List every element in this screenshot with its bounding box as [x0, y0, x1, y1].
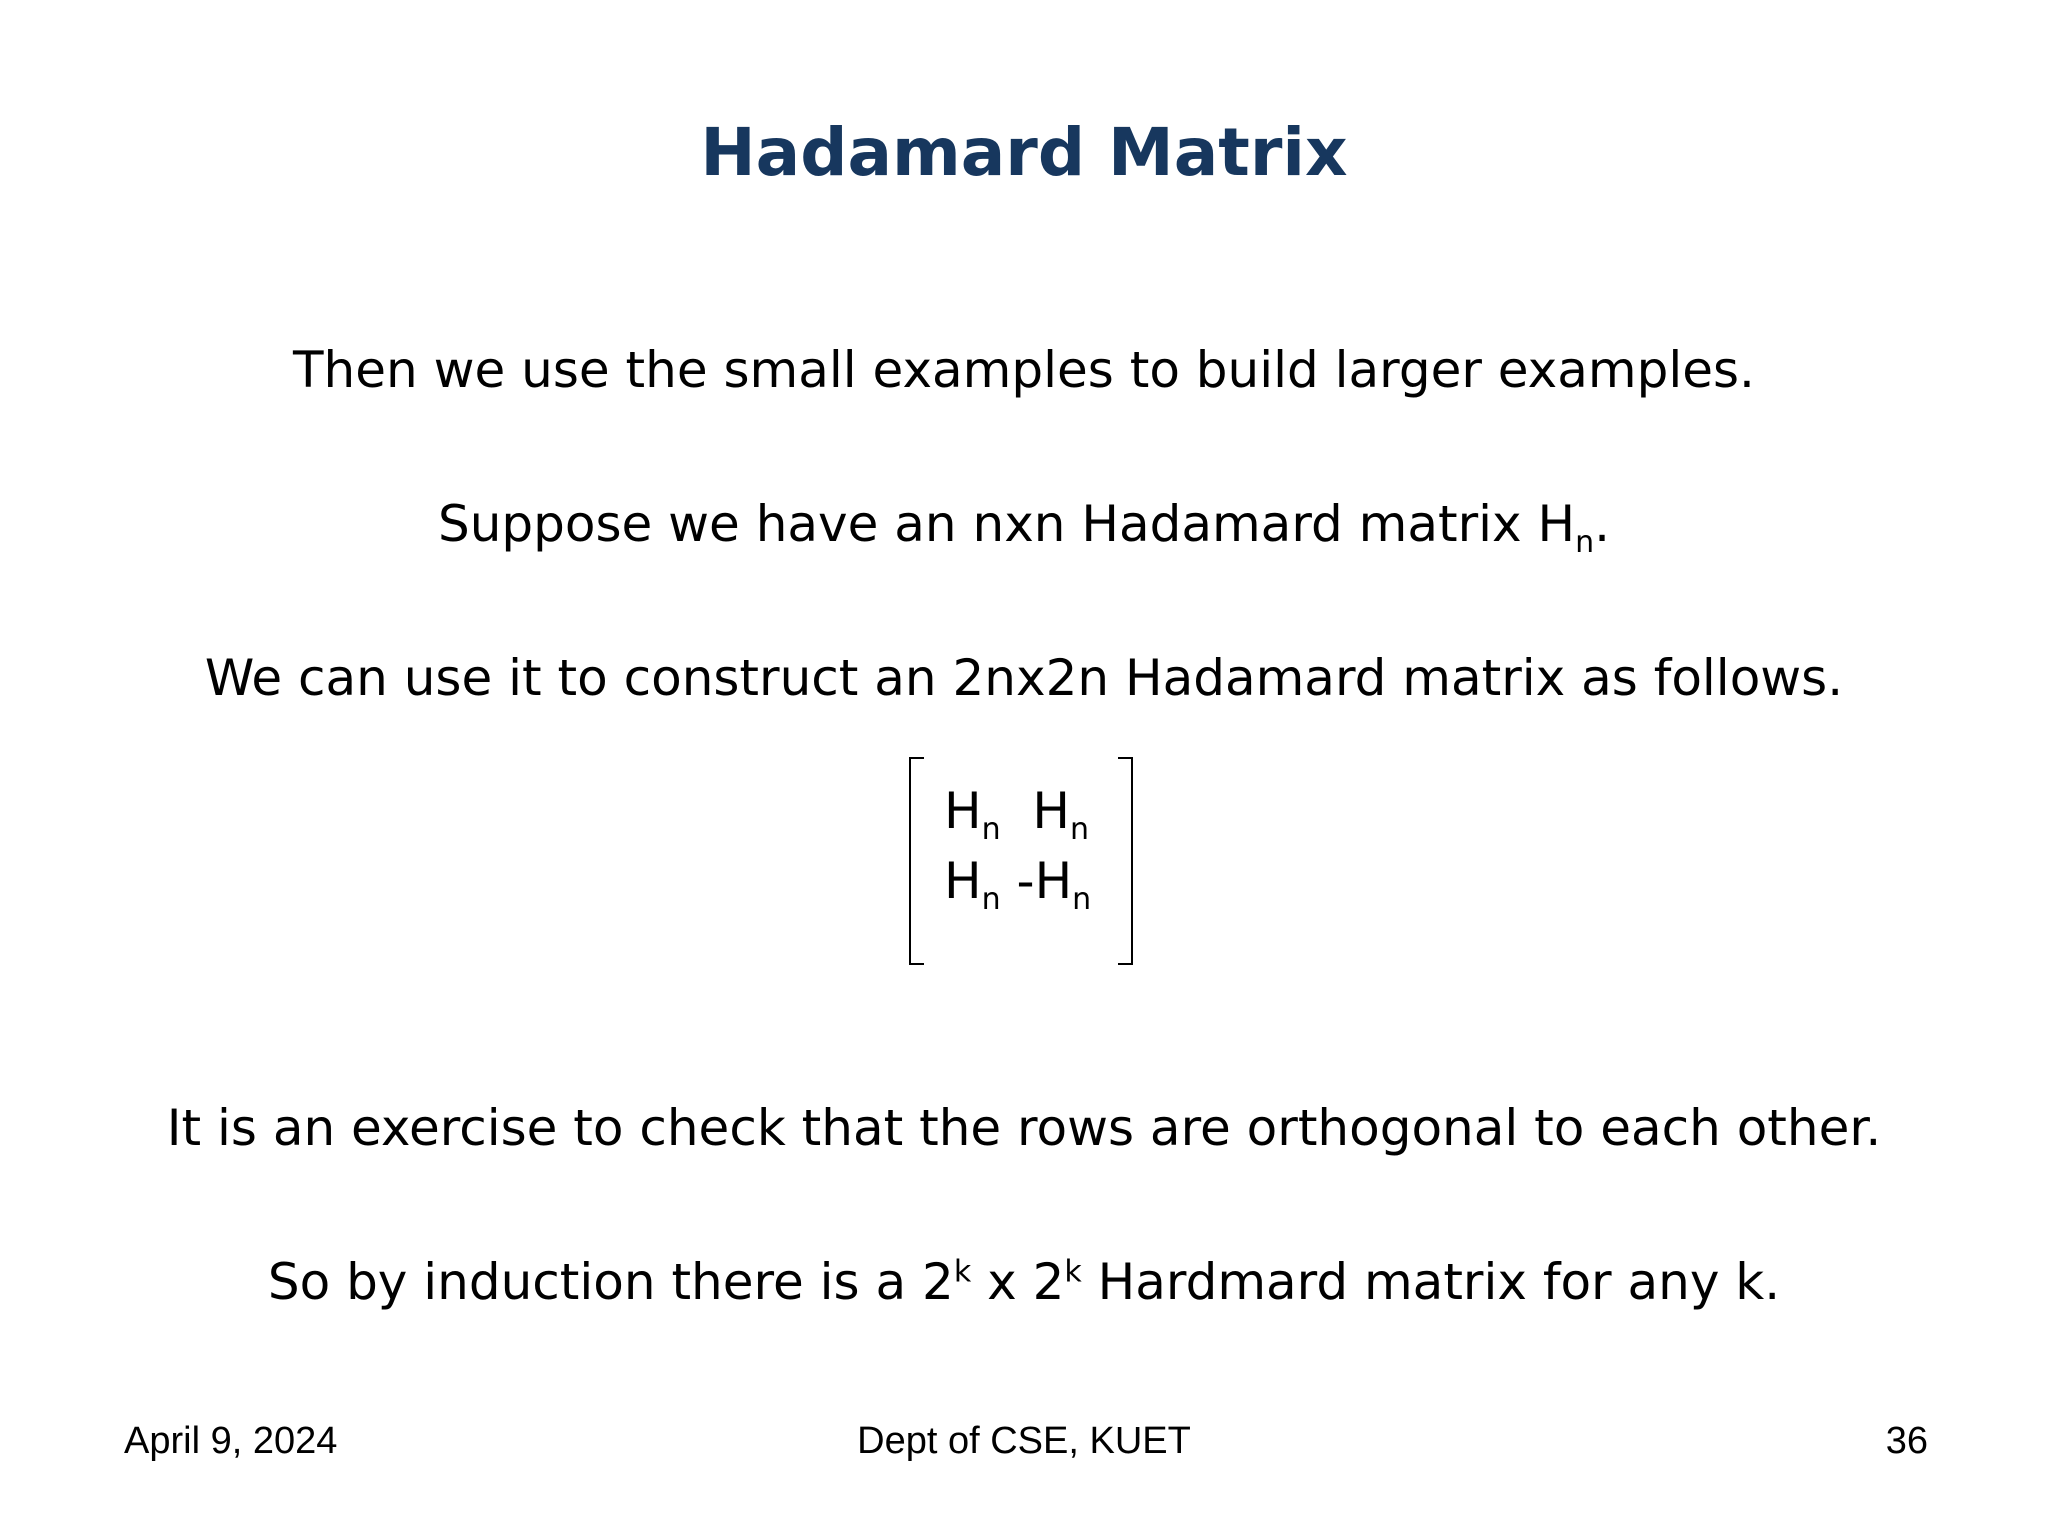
- matrix-row-1: [944, 776, 1091, 846]
- matrix-cell-2-1: $H_n$: [944, 852, 1001, 917]
- text-line-1: Then we use the small examples to build larger examples.: [293, 341, 1755, 399]
- matrix-body: [944, 776, 1091, 916]
- slide-title: Hadamard Matrix: [700, 114, 1348, 191]
- matrix-cell-1-2: $H_n$: [1032, 782, 1090, 847]
- footer-department: Dept of CSE, KUET: [857, 1420, 1191, 1462]
- matrix-row-2: [944, 846, 1091, 916]
- text-line-3: We can use it to construct an 2nx2n Hadamard matrix as follows.: [204, 649, 1844, 707]
- superscript-k-1: k: [953, 1254, 972, 1290]
- text-line-2-subscript: n: [1575, 525, 1595, 560]
- block-matrix: [906, 754, 1136, 968]
- text-line-2: [0, 492, 2048, 560]
- matrix-cell-2-2: $-H_n$: [1016, 852, 1092, 917]
- text-line-2-main: Suppose we have an nxn Hadamard matrix H: [437, 495, 1576, 553]
- text-line-4: It is an exercise to check that the rows are orthogonal to each other.: [166, 1099, 1882, 1157]
- footer-page-number: 36: [1885, 1420, 1928, 1462]
- text-line-5: So by induction there is a 2$^k$ x 2$^k$ Hardmard matrix for any k.: [267, 1253, 1781, 1311]
- matrix-cell-1-1: $H_n$: [944, 782, 1001, 847]
- superscript-k-2: k: [1064, 1254, 1082, 1290]
- footer-date: April 9, 2024: [124, 1420, 338, 1462]
- text-line-2-end: .: [1594, 495, 1611, 553]
